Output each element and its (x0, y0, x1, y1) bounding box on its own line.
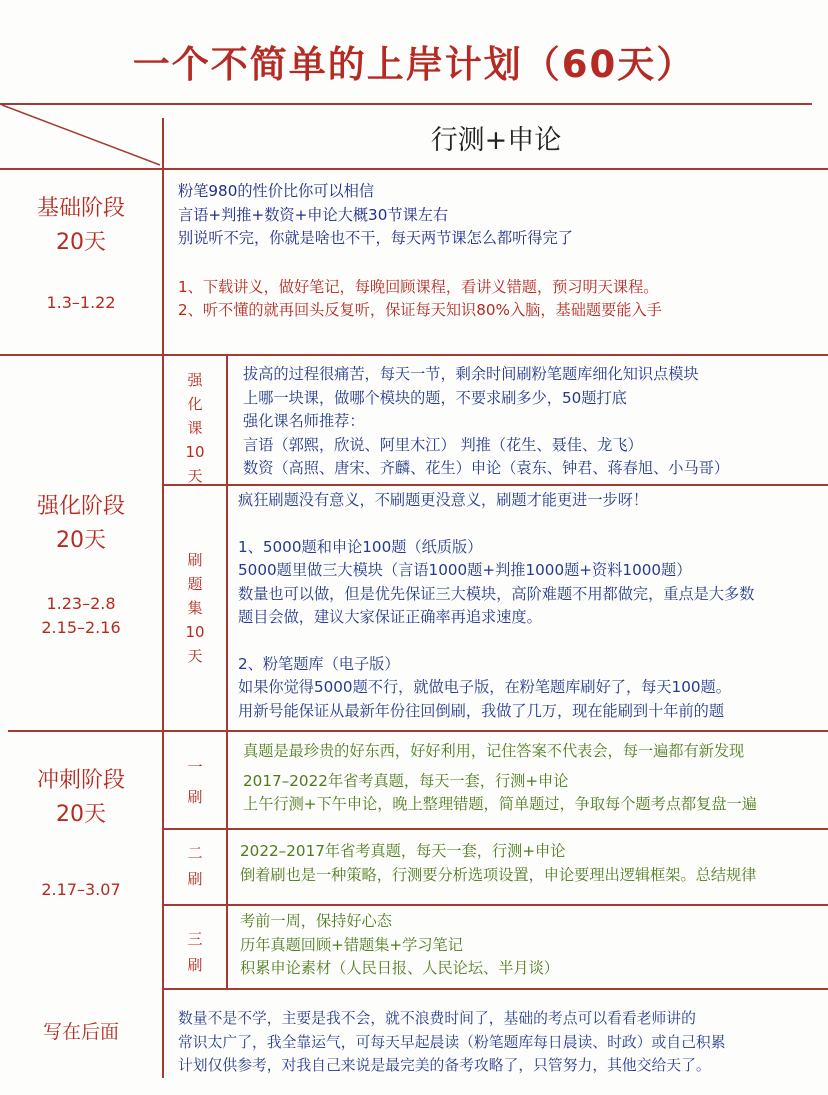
round1-line: 真题是最珍贵的好东西，好好利用，记住答案不代表会，每一遍都有新发现 (243, 742, 745, 760)
sprint-stage-name: 冲刺阶段 (36, 768, 125, 793)
practice-intro: 疯狂刷题没有意义，不刷题更没意义，刷题才能更进一步呀！ (238, 491, 649, 509)
round3-content (240, 910, 559, 981)
practice-line: 1、5000题和申论100题（纸质版） (238, 537, 483, 556)
column-header: 行测+申论 (430, 125, 562, 156)
round3-line: 考前一周，保持好心态 (240, 912, 392, 930)
header-diagonal (0, 103, 165, 169)
practice-line: 2、粉笔题库（电子版） (238, 654, 400, 673)
round2-line: 2022–2017年省考真题，每天一套，行测+申论 (240, 842, 566, 860)
basic-line: 粉笔980的性价比你可以相信 (178, 182, 375, 200)
sub-column-divider-strengthen (226, 354, 228, 730)
round3-line: 积累申论素材（人民日报、人民论坛、半月谈） (240, 959, 559, 977)
strengthen-stage-days: 20天 (56, 528, 106, 553)
course-sublabel: 强 化 课 10 天 (185, 371, 205, 485)
strengthen-dates-1: 1.23–2.8 (46, 594, 116, 613)
course-line: 拔高的过程很痛苦，每天一节，剩余时间刷粉笔题库细化知识点模块 (243, 365, 699, 383)
round2-content (240, 840, 756, 887)
afterword-content (178, 1007, 726, 1078)
sprint-bottom-border (164, 988, 828, 990)
basic-line: 别说听不完，你就是啥也不干，每天两节课怎么都听得完了 (178, 229, 573, 247)
basic-bottom-border (0, 354, 828, 356)
practice-line: 用新号能保证从最新年份往回倒刷，我做了几万，现在能刷到十年前的题 (238, 701, 724, 720)
practice-content (238, 489, 754, 723)
afterword-line: 数量不是不学，主要是我不会，就不浪费时间了，基础的考点可以看看老师讲的 (178, 1010, 696, 1027)
practice-line: 数量也可以做，但是优先保证三大模块，高阶难题不用都做完，重点是大多数 (238, 584, 755, 603)
basic-line: 言语+判推+数资+申论大概30节课左右 (178, 205, 449, 224)
practice-line: 5000题里做三大模块（言语1000题+判推1000题+资料1000题） (238, 561, 692, 579)
round3-sublabel: 三 刷 (187, 930, 203, 974)
basic-stage-days: 20天 (56, 230, 106, 255)
practice-sublabel: 刷 题 集 10 天 (185, 551, 205, 665)
course-line: 强化课名师推荐： (243, 412, 365, 430)
basic-stage-dates: 1.3–1.22 (46, 293, 116, 312)
page-title: 一个不简单的上岸计划（60天） (132, 43, 696, 86)
course-bottom-border (164, 484, 828, 486)
strengthen-stage-dates (0, 592, 162, 640)
round1-line: 上午行测+下午申论，晚上整理错题，简单题过，争取每个题考点都复盘一遍 (243, 795, 757, 813)
round2-line: 倒着刷也是一种策略，行测要分析选项设置，申论要理出逻辑框架。总结规律 (240, 865, 757, 884)
round1-content (243, 740, 757, 817)
course-line: 数资（高照、唐宋、齐麟、花生）申论（袁东、钟君、蒋春旭、小马哥） (243, 459, 729, 477)
round2-bottom-border (164, 904, 828, 906)
sprint-stage-label (0, 764, 162, 832)
strengthen-dates-2: 2.15–2.16 (41, 618, 121, 637)
strengthen-stage-name: 强化阶段 (36, 494, 125, 519)
strengthen-bottom-border (8, 730, 828, 732)
basic-tip: 1、下载讲义，做好笔记，每晚回顾课程，看讲义错题，预习明天课程。 (178, 277, 659, 296)
round3-line: 历年真题回顾+错题集+学习笔记 (240, 935, 463, 954)
afterword-label: 写在后面 (42, 1021, 119, 1043)
afterword-line: 计划仅供参考，对我自己来说是最完美的备考攻略了，只管努力，其他交给天了。 (178, 1057, 711, 1074)
basic-content (178, 180, 662, 323)
sub-column-divider-sprint (226, 730, 228, 988)
round1-bottom-border (164, 828, 828, 830)
sprint-stage-days: 20天 (56, 802, 106, 827)
round1-sublabel: 一 刷 (187, 758, 203, 806)
basic-stage-name: 基础阶段 (36, 196, 125, 221)
basic-stage-label (0, 192, 162, 260)
round2-sublabel: 二 刷 (187, 844, 203, 888)
practice-line: 题目会做，建议大家保证正确率再追求速度。 (238, 608, 542, 626)
course-line: 言语（郭熙，欣说、阿里木江） 判推（花生、聂佳、龙飞） (243, 435, 643, 454)
round1-line: 2017–2022年省考真题，每天一套，行测+申论 (243, 771, 569, 790)
course-line: 上哪一块课，做哪个模块的题，不要求刷多少，50题打底 (243, 388, 627, 407)
afterword-line: 常识太广了，我全靠运气，可每天早起晨读（粉笔题库每日晨读、时政）或自己积累 (178, 1033, 726, 1051)
sprint-stage-dates: 2.17–3.07 (41, 880, 121, 899)
basic-tip: 2、听不懂的就再回头反复听，保证每天知识80%入脑，基础题要能入手 (178, 301, 662, 319)
practice-line: 如果你觉得5000题不行，就做电子版，在粉笔题库刷好了，每天100题。 (238, 678, 731, 696)
course-content (243, 363, 729, 481)
strengthen-stage-label (0, 490, 162, 558)
